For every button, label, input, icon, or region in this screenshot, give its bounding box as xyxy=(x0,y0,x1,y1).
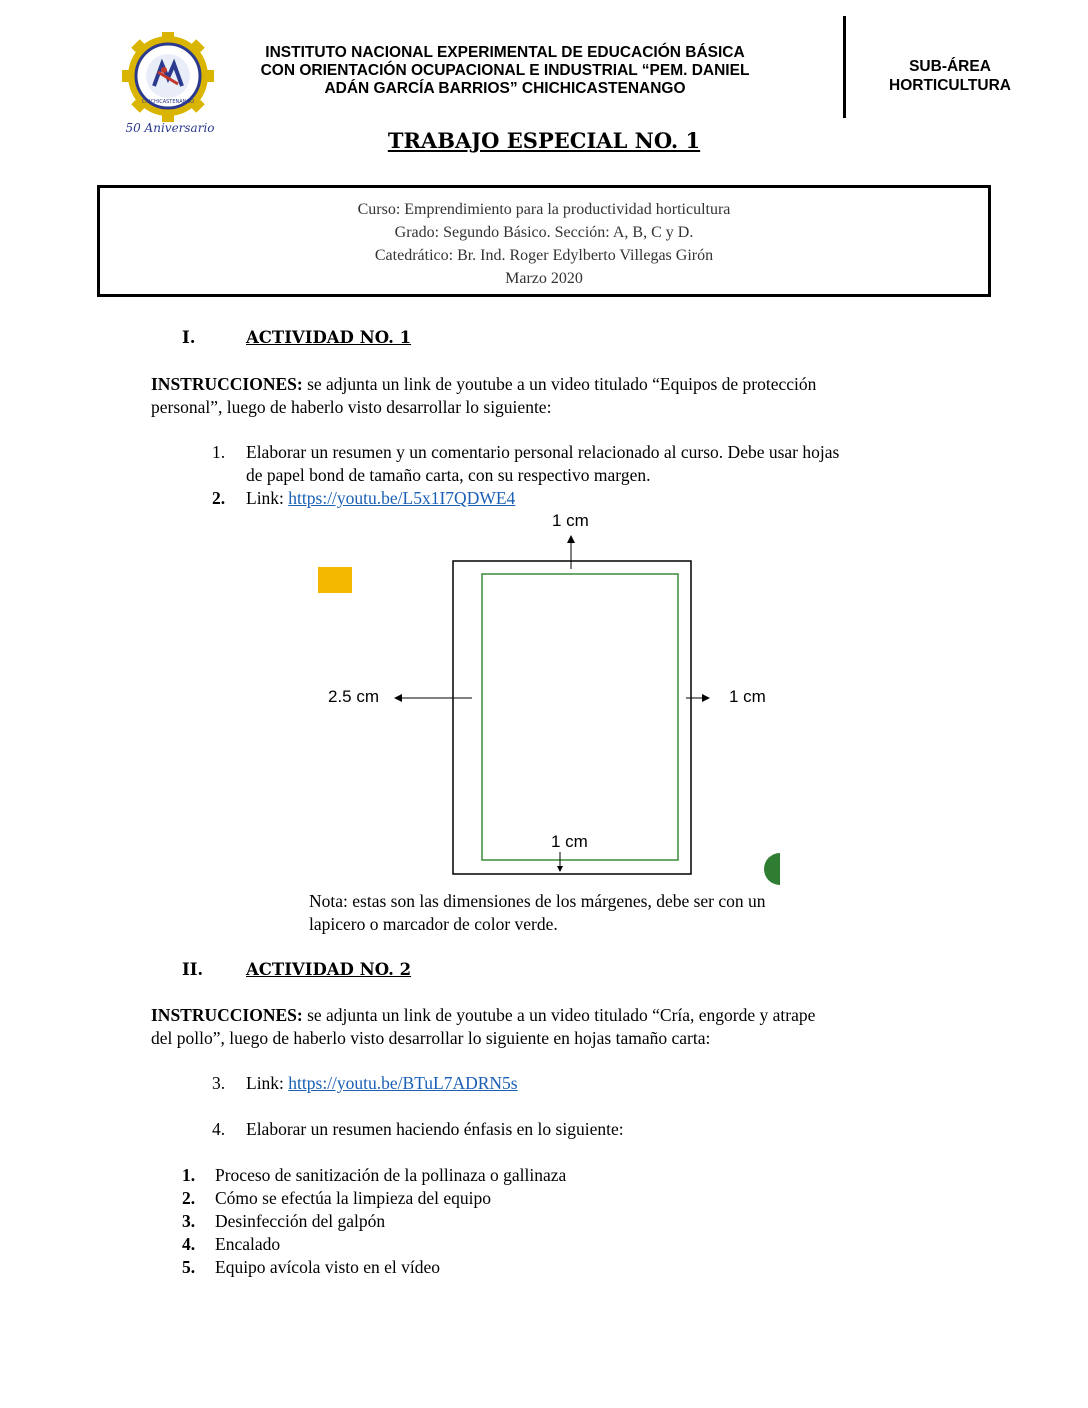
activity-2-instructions xyxy=(151,1004,951,1050)
topic-text: Desinfección del galpón xyxy=(215,1211,386,1231)
instructions-label: INSTRUCCIONES: xyxy=(151,1005,303,1025)
instructions-label: INSTRUCCIONES: xyxy=(151,374,303,394)
top-arrowhead-icon xyxy=(567,535,575,543)
topic-text: Proceso de sanitización de la pollinaza o gallinaza xyxy=(215,1165,567,1185)
list-item xyxy=(212,487,952,510)
institution-line-3: ADÁN GARCÍA BARRIOS” CHICHICASTENANGO xyxy=(324,80,686,97)
left-margin-label: 2.5 cm xyxy=(328,687,380,706)
top-margin-label: 1 cm xyxy=(552,511,589,530)
green-circle-icon xyxy=(764,853,780,885)
list-item-text-cont: de papel bond de tamaño carta, con su respectivo margen. xyxy=(246,465,651,485)
topic-number: 3. xyxy=(182,1211,196,1231)
subarea-line-1: SUB-ÁREA xyxy=(909,58,991,75)
topic-item xyxy=(182,1256,922,1279)
bottom-arrowhead-icon xyxy=(557,866,563,872)
list-item xyxy=(212,1118,952,1141)
subarea-line-2: HORTICULTURA xyxy=(889,77,1011,94)
link-label: Link: xyxy=(246,488,289,508)
note-line-1: Nota: estas son las dimensiones de los márgenes, debe ser con un xyxy=(309,891,766,911)
yellow-marker-icon xyxy=(318,567,352,593)
activity-1-instructions xyxy=(151,373,951,419)
school-logo xyxy=(120,32,220,140)
list-item xyxy=(212,1072,952,1095)
logo-ring-text: CHICHICASTENANGO xyxy=(141,99,195,105)
diagram-note xyxy=(309,890,869,936)
topic-number: 5. xyxy=(182,1257,196,1277)
left-arrowhead-icon xyxy=(394,694,402,702)
paper-outline xyxy=(453,561,691,874)
section-title: ACTIVIDAD NO. 1 xyxy=(246,328,412,347)
section-number: II. xyxy=(182,960,204,979)
section-title: ACTIVIDAD NO. 2 xyxy=(246,960,412,979)
link-label: Link: xyxy=(246,1073,289,1093)
note-line-2: lapicero o marcador de color verde. xyxy=(309,914,558,934)
list-item-text: Elaborar un resumen y un comentario personal relacionado al curso. Debe usar hojas xyxy=(246,442,840,462)
topic-number: 4. xyxy=(182,1234,196,1254)
topic-number: 1. xyxy=(182,1165,196,1185)
list-number: 2. xyxy=(212,488,226,508)
date-line: Marzo 2020 xyxy=(505,270,583,287)
header-divider xyxy=(843,16,846,118)
institution-line-2: CON ORIENTACIÓN OCUPACIONAL E INDUSTRIAL “PEM. DANIEL xyxy=(260,62,750,79)
youtube-link-2[interactable]: https://youtu.be/BTuL7ADRN5s xyxy=(288,1073,518,1093)
list-number: 1. xyxy=(212,442,226,462)
topic-number: 2. xyxy=(182,1188,196,1208)
list-item xyxy=(212,441,952,487)
list-number: 3. xyxy=(212,1073,226,1093)
topic-item xyxy=(182,1233,922,1256)
course-line: Curso: Emprendimiento para la productividad horticultura xyxy=(357,201,731,218)
subarea-label xyxy=(866,57,1034,95)
bottom-margin-label: 1 cm xyxy=(551,832,588,851)
youtube-link-1[interactable]: https://youtu.be/L5x1I7QDWE4 xyxy=(288,488,516,508)
right-margin-label: 1 cm xyxy=(729,687,766,706)
topic-item xyxy=(182,1187,922,1210)
instructions-text-cont: del pollo”, luego de haberlo visto desarrollar lo siguiente en hojas tamaño carta: xyxy=(151,1028,711,1048)
teacher-line: Catedrático: Br. Ind. Roger Edylberto Villegas Girón xyxy=(374,247,714,264)
gear-emblem-icon xyxy=(120,32,220,140)
list-number: 4. xyxy=(212,1119,226,1139)
topic-item xyxy=(182,1164,922,1187)
topic-text: Cómo se efectúa la limpieza del equipo xyxy=(215,1188,492,1208)
topic-item xyxy=(182,1210,922,1233)
topic-text: Encalado xyxy=(215,1234,281,1254)
instructions-text-cont: personal”, luego de haberlo visto desarrollar lo siguiente: xyxy=(151,397,552,417)
list-item-text: Elaborar un resumen haciendo énfasis en lo siguiente: xyxy=(246,1119,624,1139)
instructions-text: se adjunta un link de youtube a un video titulado “Cría, engorde y atrape xyxy=(302,1005,816,1025)
institution-line-1: INSTITUTO NACIONAL EXPERIMENTAL DE EDUCACIÓN BÁSICA xyxy=(265,44,745,61)
section-number: I. xyxy=(182,328,196,347)
institution-name xyxy=(210,44,800,98)
topics-list xyxy=(182,1164,922,1279)
right-arrowhead-icon xyxy=(702,694,710,702)
topic-text: Equipo avícola visto en el vídeo xyxy=(215,1257,441,1277)
margin-outline xyxy=(482,574,678,860)
course-info-box xyxy=(97,185,991,297)
page-title: TRABAJO ESPECIAL NO. 1 xyxy=(387,128,701,153)
logo-caption: 50 Aniversario xyxy=(125,121,215,135)
grade-line: Grado: Segundo Básico. Sección: A, B, C y D. xyxy=(394,224,694,241)
instructions-text: se adjunta un link de youtube a un video titulado “Equipos de protección xyxy=(302,374,817,394)
